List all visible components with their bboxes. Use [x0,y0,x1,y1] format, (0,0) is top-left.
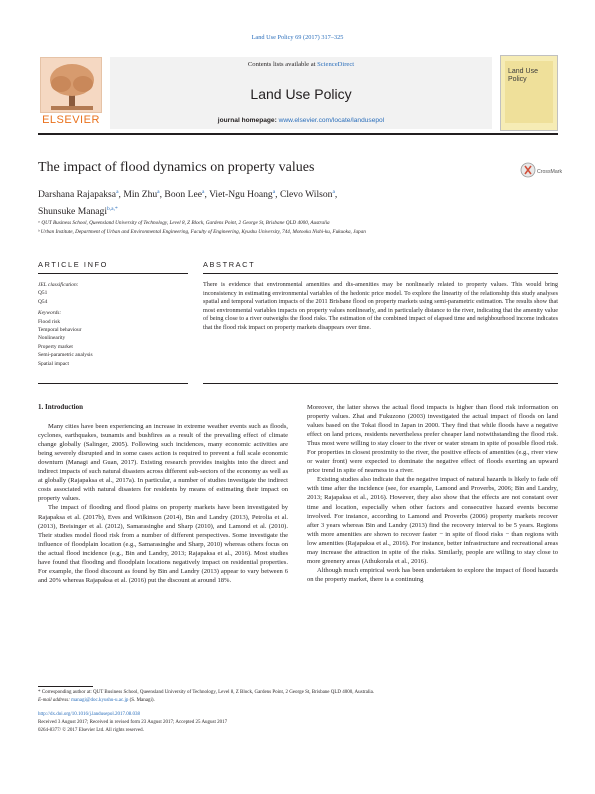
article-title: The impact of flood dynamics on property values [38,160,315,175]
contents-prefix: Contents lists available at [247,61,318,68]
body-paragraph: The impact of flooding and flood plains on property markets have been investigated by Rajapaksa et al. (2017b), Eves and Wilkinson (2014), Bin and Landry (2013), Petrolia et al. (2013), Breisinger et al. (2012), Samarasinghe and Sharp (2010), and Lamond et al. (2010). Their studies model flood risk from a number of different perspectives. Some investigate the influence of floodplain location (e.g., Samarasinghe and Sharp, 2010) whereas others focus on the actual flood incidence (e.g., Bin and Landry, 2013; Rajapaksa et al., 2016). Most studies have found that flooding and floodplain locations negatively impact on residential properties. For example, the flood discount as found by Bin and Landry (2013) appear to vary between 6 and 20% whereas Rajapaksa et al. (2016) put the discount at around 18%. [38,504,288,584]
author-list [38,185,508,219]
abstract-rule-top [203,273,558,274]
tree-icon [41,58,103,114]
author-separator: , [275,189,280,201]
author-name[interactable]: Shunsuke Managi [38,206,108,218]
author-affiliation-marker[interactable]: a [202,189,205,195]
affiliation-b: ᵇ Urban Institute, Department of Urban and Environmental Engineering, Faculty of Engineering, Kyushu University, 744, Motooka Nishi-ku, Fukuoka, Japan [38,229,366,235]
email-link[interactable]: managi@doc.kyushu-u.ac.jp [71,698,129,703]
affiliation-a: ᵃ QUT Business School, Queensland University of Technology, Level 8, Z Block, Gardens Point, 2 George St, Brisbane QLD 4000, Australia [38,220,330,226]
abstract-rule-bottom [203,383,558,384]
journal-cover-thumbnail[interactable] [500,55,558,131]
crossmark-label: CrossMark [537,169,563,175]
email-suffix: (S. Managi). [128,698,155,703]
corresponding-author-note: * Corresponding author at: QUT Business School, Queensland University of Technology, Level 8, Z Block, Gardens Point, 2 George St, Brisbane QLD 4000, Australia. [38,690,375,695]
jel-code: Q51 [38,290,48,297]
info-rule-bottom [38,383,188,384]
keyword: Temporal behaviour [38,327,82,334]
author-separator: , [159,189,165,201]
author-separator: , [334,189,338,201]
homepage-line [110,117,492,124]
received-dates: Received 3 August 2017; Received in revised form 23 August 2017; Accepted 25 August 2017 [38,720,228,725]
author-name[interactable]: Min Zhu [123,189,158,201]
abstract-text: There is evidence that environmental amenities and dis-amenities may be nonlinearly related to property values. This would bring inconsistency in estimating environmental variables of the hedonic price model. To explore the linearity of the relationship this study analyses spatial and temporal variation impacts of the 2011 Brisbane flood on property markets using semi-parametric estimation. The results show that most environmental variables impacts on property values nonlinearly, and in particularly distance to the river, indicating that the amenity value of being close to a river outweighs the flood risks. The estimation of the combined impact of elapsed time and neighbourhood income indicates that the flood risk impact on property markets disappears over time. [203,281,558,331]
author-name[interactable]: Clevo Wilson [279,189,333,201]
keyword: Flood risk [38,318,61,325]
copyright: 0264-8377/ © 2017 Elsevier Ltd. All rights reserved. [38,728,144,733]
crossmark-icon [520,160,563,182]
keyword: Semi-parametric analysis [38,352,93,359]
body-left-column [38,403,288,585]
doi-link[interactable]: http://dx.doi.org/10.1016/j.landusepol.2017.08.038 [38,712,140,717]
author-separator: , [204,189,210,201]
keywords-label: Keywords: [38,310,62,317]
section-heading-introduction: 1. Introduction [38,403,83,411]
footnote-rule [38,686,93,687]
email-line [38,697,558,704]
jel-label: JEL classification: [38,282,79,288]
journal-name: Land Use Policy [250,86,352,102]
author-affiliation-marker[interactable]: a [116,189,119,195]
author-affiliation-marker[interactable]: b,a,* [107,206,118,213]
author-line-2 [38,202,508,219]
keyword: Property market [38,343,73,350]
body-paragraph: Existing studies also indicate that the negative impact of natural hazards is likely to fade off with time after the incidence (see, for example, Lamond and Proverbs, 2006; Bin and Landry, 2013; Rajapaksa et al., 2016). However, they also show that the effects are not constant over time and location, especially when other factors and consecutive hazard events become involved. For instance, according to Lamond and Proverbs (2006) property markets recover after 3 years whereas Bin and Landry (2013) find the recovery interval to be 5 years. Regions with more amenities are shown to recover faster − in spite of flood risks − than regions with low amenities (Rajapaksa et al., 2016). For instance, better infrastructure and recreational areas may increase the attraction in spite of the risks. Similarly, people are willing to stay close to more greenery areas (Athukorala et al., 2016). [307,476,558,565]
keyword: Nonlinearity [38,335,66,342]
body-paragraph: Moreover, the latter shows the actual flood impacts is higher than flood risk information on property values. Zhai and Fukuzono (2003) investigated the actual impact of floods on land values based on the Tokai flood in Japan in 2000. They find that while floods have a negative effect on land prices, residents nevertheless prefer cheaper land notwithstanding the flood risk. Thus most were willing to stay closer to the river or water stream in spite of possible flood risk. For properties in closest proximity to the river, the positive effects of amenities (e.g., river view or water front) were expected to dominate the negative effect of floods exerting an upward price trend in spite of nearness to a river. [307,404,558,475]
jel-code: Q54 [38,298,48,305]
journal-citation[interactable]: Land Use Policy 69 (2017) 317–325 [251,34,344,41]
article-info-list [38,281,188,368]
abstract-heading: ABSTRACT [203,260,256,269]
author-separator: , [118,189,124,201]
sciencedirect-link[interactable]: ScienceDirect [317,61,355,68]
body-paragraph: Many cities have been experiencing an increase in extreme weather events such as floods, cyclones, earthquakes, tsunamis and bushfires as a result of the prevailing effect of climate change globally (Salinger, 2005). Following such incidences, many economic activities are being severely disrupted and in some cases action is required to prevent a full scale economic downturn (Managi and Guan, 2017). Existing research provides insights into the direct and indirect impacts of such natural disasters across different sub-sectors of the economy as well as at globally (Rajapaksa et al., 2017a). In particular, a number of studies investigate the indirect costs associated with natural disasters for residents by means of estimating their impact on property values. [38,423,288,503]
masthead-rule [38,133,558,135]
body-paragraph: Although much empirical work has been undertaken to explore the impact of flood hazards on the property market, there is a continuing [307,566,558,583]
contents-line [110,61,492,68]
cover-title: Land Use Policy [508,68,538,83]
elsevier-tree-logo [40,57,102,113]
author-name[interactable]: Darshana Rajapaksa [38,189,117,201]
author-name[interactable]: Viet-Ngu Hoang [209,189,273,201]
body-right-column [307,403,558,584]
homepage-link[interactable]: www.elsevier.com/locate/landusepol [278,117,385,124]
author-affiliation-marker[interactable]: a [272,189,276,195]
author-line-1 [38,185,508,202]
article-info-heading: ARTICLE INFO [38,260,108,269]
info-rule-top [38,273,188,274]
homepage-label: journal homepage: [217,117,279,124]
author-name[interactable]: Boon Lee [164,189,202,201]
keyword: Spatial impact [38,360,69,367]
author-affiliation-marker[interactable]: a [332,189,335,195]
crossmark-badge[interactable] [520,160,563,182]
publisher-logo-text[interactable]: ELSEVIER [42,114,100,126]
author-affiliation-marker[interactable]: a [157,189,160,195]
email-label: E-mail address: [38,698,72,703]
